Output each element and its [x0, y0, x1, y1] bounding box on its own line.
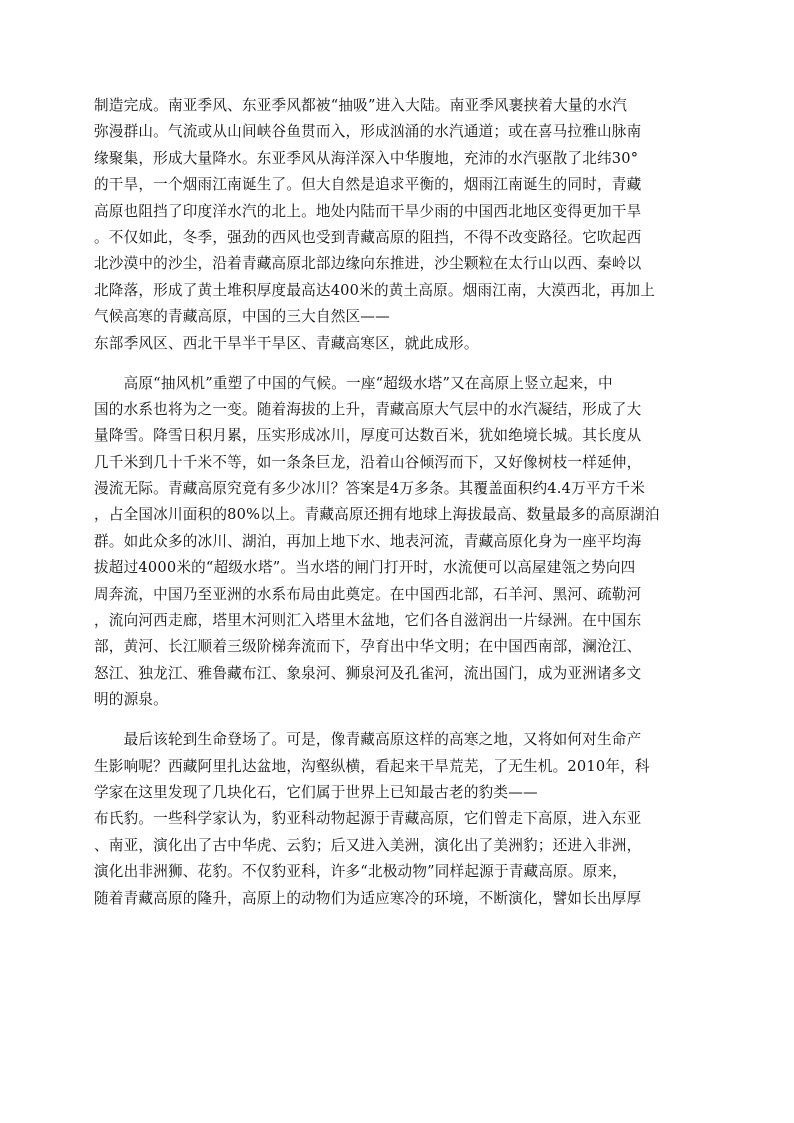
text-line: 随着青藏高原的隆升，高原上的动物们为适应寒冷的环境，不断演化，譬如长出厚厚 — [94, 889, 642, 907]
paragraph-gap — [94, 714, 704, 728]
text-line: 学家在这里发现了几块化石，它们属于世界上已知最古老的豹类—— — [94, 783, 538, 801]
text-line: 缘聚集，形成大量降水。东亚季风从海洋深入中华腹地，充沛的水汽驱散了北纬30° — [94, 149, 639, 167]
document-body — [94, 93, 704, 912]
text-line: 高原“抽风机”重塑了中国的气候。一座“超级水塔”又在高原上竖立起来，中 — [94, 374, 613, 392]
text-line: 量降雪。降雪日积月累，压实形成冰川，厚度可达数百米，犹如绝境长城。其长度从 — [94, 427, 642, 445]
paragraph-gap — [94, 357, 704, 371]
text-line: 、南亚，演化出了古中华虎、云豹；后又进入美洲，演化出了美洲豹；还进入非洲， — [94, 836, 642, 854]
text-line: 气候高寒的青藏高原，中国的三大自然区—— — [94, 308, 390, 326]
text-line: 高原也阻挡了印度洋水汽的北上。地处内陆而干旱少雨的中国西北地区变得更加干旱 — [94, 202, 642, 220]
text-line: 北沙漠中的沙尘，沿着青藏高原北部边缘向东推进，沙尘颗粒在太行山以西、秦岭以 — [94, 255, 642, 273]
text-line: 制造完成。南亚季风、东亚季风都被“抽吸”进入大陆。南亚季风裹挟着大量的水汽 — [94, 97, 628, 114]
text-line: 几千米到几十千米不等，如一条条巨龙，沿着山谷倾泻而下，又好像树枝一样延伸， — [94, 453, 642, 471]
text-line: 北降落，形成了黄土堆积厚度最高达400米的黄土高原。烟雨江南，大漠西北，再加上 — [94, 281, 656, 299]
text-line: ，流向河西走廊，塔里木河则汇入塔里木盆地，它们各自滋润出一片绿洲。在中国东 — [94, 612, 642, 630]
text-line: 明的源泉。 — [94, 691, 168, 709]
text-line: 生影响呢？西藏阿里扎达盆地，沟壑纵横，看起来干旱荒芜，了无生机。2010年，科 — [94, 757, 650, 775]
text-line: 国的水系也将为之一变。随着海拔的上升，青藏高原大气层中的水汽凝结，形成了大 — [94, 400, 642, 418]
text-line: 弥漫群山。气流或从山间峡谷鱼贯而入，形成汹涌的水汽通道；或在喜马拉雅山脉南 — [94, 123, 642, 141]
text-line: 漫流无际。青藏高原究竟有多少冰川？答案是4万多条。其覆盖面积约4.4万平方千米 — [94, 480, 646, 498]
text-line: 拔超过4000米的“超级水塔”。当水塔的闸门打开时，水流便可以高屋建瓴之势向四 — [94, 559, 636, 577]
text-line: ，占全国冰川面积的80%以上。青藏高原还拥有地球上海拔最高、数量最多的高原湖泊 — [94, 506, 660, 524]
text-line: 最后该轮到生命登场了。可是，像青藏高原这样的高寒之地，又将如何对生命产 — [94, 731, 642, 749]
text-line: 群。如此众多的冰川、湖泊，再加上地下水、地表河流，青藏高原化身为一座平均海 — [94, 532, 642, 550]
text-line: 周奔流，中国乃至亚洲的水系布局由此奠定。在中国西北部，石羊河、黑河、疏勒河 — [94, 585, 642, 603]
text-line: 怒江、独龙江、雅鲁藏布江、象泉河、狮泉河及孔雀河，流出国门，成为亚洲诸多文 — [94, 664, 642, 682]
text-line: 东部季风区、西北干旱半干旱区、青藏高寒区，就此成形。 — [94, 334, 479, 352]
text-line: 演化出非洲狮、花豹。不仅豹亚科，许多“北极动物”同样起源于青藏高原。原来， — [94, 863, 628, 881]
text-line: 布氏豹。一些科学家认为，豹亚科动物起源于青藏高原，它们曾走下高原，进入东亚 — [94, 810, 642, 828]
text-line: 的干旱，一个烟雨江南诞生了。但大自然是追求平衡的，烟雨江南诞生的同时，青藏 — [94, 176, 642, 194]
text-line: 部，黄河、长江顺着三级阶梯奔流而下，孕育出中华文明；在中国西南部，澜沧江、 — [94, 638, 642, 656]
text-line: 。不仅如此，冬季，强劲的西风也受到青藏高原的阻挡，不得不改变路径。它吹起西 — [94, 228, 642, 246]
